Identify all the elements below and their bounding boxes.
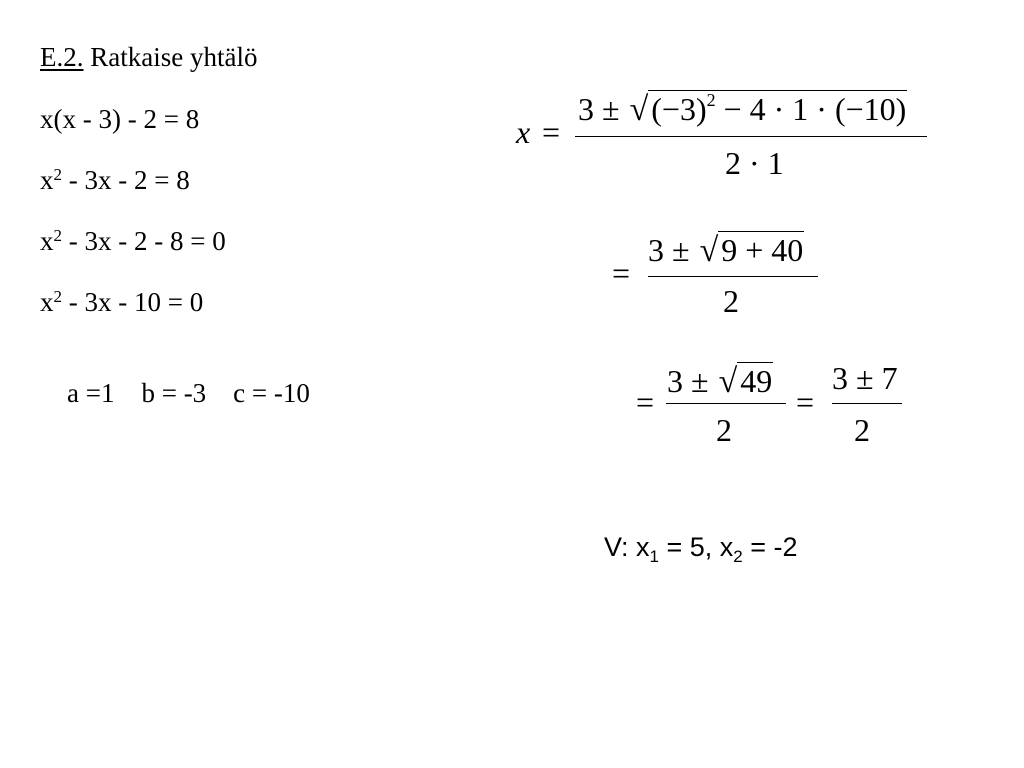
exercise-title: Ratkaise yhtälö <box>90 42 258 72</box>
numerator-1-prefix: 3 ± <box>578 91 628 127</box>
formula-denominator-3: 2 <box>716 412 732 448</box>
formula-denominator-2: 2 <box>723 283 739 319</box>
equation-step-2 <box>40 165 190 195</box>
equation-step-2-base: x <box>40 165 54 195</box>
answer-end: = -2 <box>742 532 798 562</box>
fraction-bar-4 <box>832 403 902 404</box>
formula-numerator-2 <box>648 231 804 268</box>
formula-equals-2: = <box>612 255 631 291</box>
numerator-2-prefix: 3 ± <box>648 232 698 268</box>
formula-equals-1: = <box>542 114 561 150</box>
coefficients-text: a =1 b = -3 c = -10 <box>67 378 310 408</box>
formula-numerator-3 <box>667 362 773 399</box>
answer-prefix: V: x <box>604 532 650 562</box>
fraction-bar-1 <box>575 136 927 137</box>
formula-numerator-4: 3 ± 7 <box>832 360 898 396</box>
equation-step-4-rest: - 3x - 10 = 0 <box>62 287 204 317</box>
fraction-bar-2 <box>648 276 818 277</box>
equation-step-2-rest: - 3x - 2 = 8 <box>62 165 190 195</box>
coefficients-line <box>40 348 310 438</box>
square-root-icon: √ <box>718 363 738 400</box>
answer-subscript-1: 1 <box>649 547 659 566</box>
formula-denominator-4: 2 <box>854 412 870 448</box>
formula-numerator-1 <box>578 90 907 127</box>
exercise-label: E.2. <box>40 42 84 72</box>
square-root-icon: √ <box>699 232 719 269</box>
numerator-1-radicand <box>648 90 907 125</box>
equation-step-3-rest: - 3x - 2 - 8 = 0 <box>62 226 226 256</box>
numerator-3-radicand: 49 <box>737 362 773 397</box>
radicand-1-base: (−3) <box>651 91 707 127</box>
equation-step-4 <box>40 287 203 317</box>
equation-step-4-base: x <box>40 287 54 317</box>
fraction-bar-3 <box>666 403 786 404</box>
numerator-3-prefix: 3 ± <box>667 363 717 399</box>
equation-step-3-exponent: 2 <box>53 226 62 245</box>
answer-subscript-2: 2 <box>733 547 743 566</box>
equation-step-1-text: x(x - 3) - 2 = 8 <box>40 104 200 134</box>
equation-step-4-exponent: 2 <box>53 287 62 306</box>
formula-variable: x <box>516 114 531 150</box>
equation-step-3 <box>40 226 226 256</box>
numerator-2-radicand: 9 + 40 <box>718 231 804 266</box>
equation-step-3-base: x <box>40 226 54 256</box>
radicand-1-exponent: 2 <box>706 90 716 110</box>
square-root-icon: √ <box>629 91 649 128</box>
answer-middle: = 5, x <box>658 532 734 562</box>
radicand-1-rest: − 4 · 1 · (−10) <box>715 91 907 127</box>
formula-equals-3: = <box>636 384 655 420</box>
formula-denominator-1: 2 · 1 <box>725 145 784 181</box>
equation-step-2-exponent: 2 <box>53 165 62 184</box>
answer-line <box>604 532 798 566</box>
exercise-heading <box>40 42 257 72</box>
equation-step-1 <box>40 104 199 134</box>
formula-equals-4: = <box>796 384 815 420</box>
